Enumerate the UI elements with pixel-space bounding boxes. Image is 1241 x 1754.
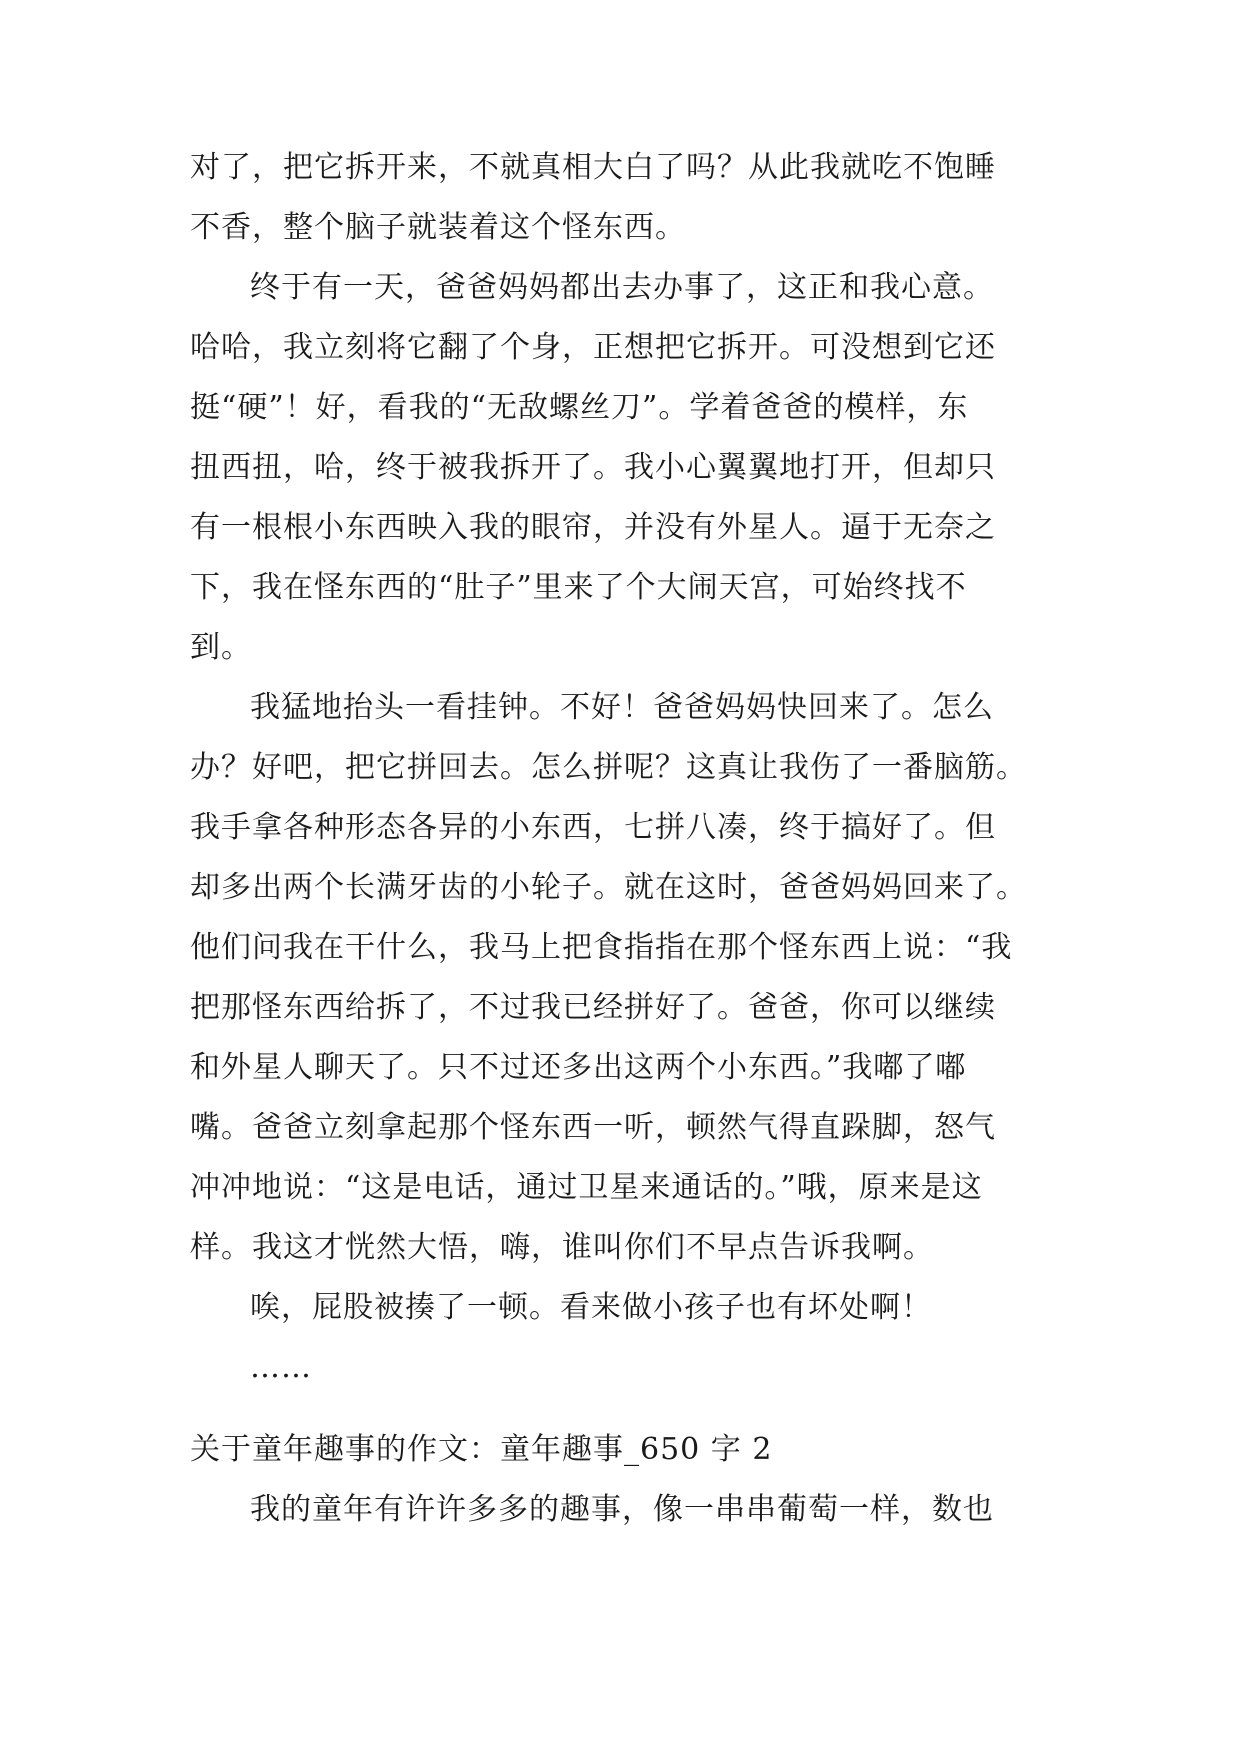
- text-line: 我猛地抬头一看挂钟。不好！爸爸妈妈快回来了。怎么: [250, 690, 994, 725]
- text-line: 样。我这才恍然大悟，嗨，谁叫你们不早点告诉我啊。: [190, 1230, 934, 1265]
- text-line: 哈哈，我立刻将它翻了个身，正想把它拆开。可没想到它还: [190, 330, 996, 365]
- text-line: 嘴。爸爸立刻拿起那个怪东西一听，顿然气得直跺脚，怒气: [190, 1110, 996, 1145]
- essay-body: [190, 138, 1060, 1398]
- text-line: 下，我在怪东西的“肚子”里来了个大闹天宫，可始终找不: [190, 570, 967, 605]
- text-line: 不香，整个脑子就装着这个怪东西。: [190, 210, 686, 245]
- text-line: 和外星人聊天了。只不过还多出这两个小东西。”我嘟了嘟: [190, 1050, 967, 1085]
- section-title: 关于童年趣事的作文：童年趣事_650 字 2: [190, 1432, 773, 1467]
- text-line: 他们问我在干什么，我马上把食指指在那个怪东西上说：“我: [190, 930, 1013, 965]
- text-line: 扭西扭，哈，终于被我拆开了。我小心翼翼地打开，但却只: [190, 450, 996, 485]
- text-line: 有一根根小东西映入我的眼帘，并没有外星人。逼于无奈之: [190, 510, 996, 545]
- text-line: 把那怪东西给拆了，不过我已经拼好了。爸爸，你可以继续: [190, 990, 996, 1025]
- text-line: 办？好吧，把它拼回去。怎么拼呢？这真让我伤了一番脑筋。: [190, 750, 1027, 785]
- text-line: 唉，屁股被揍了一顿。看来做小孩子也有坏处啊！: [250, 1290, 932, 1325]
- text-line: 我的童年有许许多多的趣事，像一串串葡萄一样，数也: [250, 1492, 994, 1527]
- text-line: 挺“硬”！好，看我的“无敌螺丝刀”。学着爸爸的模样，东: [190, 390, 969, 425]
- text-line: 对了，把它拆开来，不就真相大白了吗？从此我就吃不饱睡: [190, 150, 996, 185]
- text-line: 终于有一天，爸爸妈妈都出去办事了，这正和我心意。: [250, 270, 994, 305]
- text-line: 冲冲地说：“这是电话，通过卫星来通话的。”哦，原来是这: [190, 1170, 983, 1205]
- text-line: 到。: [190, 630, 252, 665]
- text-line: 我手拿各种形态各异的小东西，七拼八凑，终于搞好了。但: [190, 810, 996, 845]
- next-essay-body: [190, 1480, 1060, 1540]
- text-line: ……: [250, 1350, 312, 1385]
- text-line: 却多出两个长满牙齿的小轮子。就在这时，爸爸妈妈回来了。: [190, 870, 1027, 905]
